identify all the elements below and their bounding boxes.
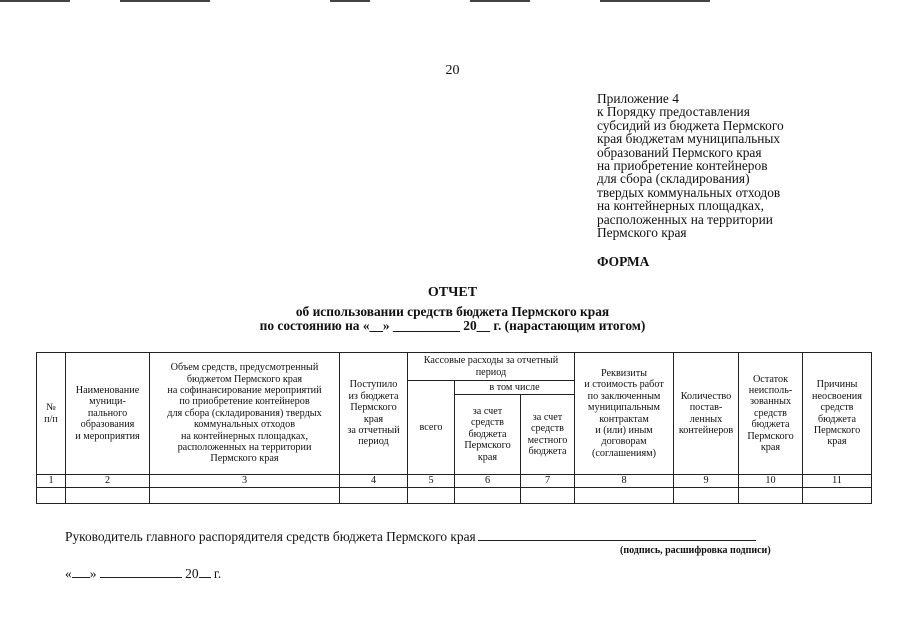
signature-line (65, 528, 756, 545)
signature-label: Руководитель главного распорядителя средств бюджета Пермского края (65, 529, 476, 544)
date-year-blank (199, 565, 211, 578)
date-day-blank (72, 565, 90, 578)
report-title: ОТЧЕТ (427, 285, 478, 300)
signature-hint: (подпись, расшифровка подписи) (620, 545, 771, 556)
column-number-cell: 11 (803, 475, 872, 488)
appendix-line: Приложение 4 (597, 91, 679, 106)
header-municipality: Наименование муници- пального образования и мероприятия (66, 353, 150, 475)
date-month-blank (100, 565, 182, 578)
column-number-cell: 7 (521, 475, 575, 488)
appendix-line: образований Пермского края (597, 144, 762, 160)
column-number-cell: 6 (455, 475, 521, 488)
table-row (37, 488, 872, 504)
column-number-cell: 8 (575, 475, 674, 488)
report-table (36, 352, 872, 504)
appendix-line: Пермского края (597, 225, 687, 241)
header-including: в том числе (455, 381, 575, 395)
table-cell (340, 488, 408, 504)
report-subtitle-line1: об использовании средств бюджета Пермского края (295, 304, 610, 319)
appendix-line: для сбора (складирования) (597, 171, 750, 187)
scan-top-edge (0, 0, 905, 3)
header-reasons: Причины неосвоения средств бюджета Пермского края (803, 353, 872, 475)
report-subtitle (0, 305, 905, 333)
date-year-suffix: г. (213, 566, 222, 581)
appendix-line: к Порядку предоставления (597, 104, 750, 120)
appendix-block (597, 92, 897, 239)
column-number-cell: 4 (340, 475, 408, 488)
signature-blank (478, 528, 756, 541)
appendix-line: на контейнерных площадках, (597, 198, 765, 214)
date-line (65, 565, 221, 582)
column-number-cell: 9 (674, 475, 739, 488)
header-total: всего (408, 381, 455, 475)
column-numbers-row (37, 475, 872, 488)
header-remaining-funds: Остаток неисполь- зованных средств бюджета Пермского края (739, 353, 803, 475)
header-cash-expenses: Кассовые расходы за отчетный период (408, 353, 575, 381)
date-year-prefix: 20 (185, 566, 199, 581)
date-open-quote: « (65, 566, 72, 581)
date-close-quote: » (89, 566, 97, 581)
appendix-line: твердых коммунальных отходов (597, 184, 781, 200)
appendix-line: на приобретение контейнеров (597, 158, 768, 174)
header-received: Поступило из бюджета Пермского края за отчетный период (340, 353, 408, 475)
header-contract-details: Реквизиты и стоимость работ по заключенным муниципальным контрактам и (или) иным договорам (соглашениям) (575, 353, 674, 475)
table-cell (408, 488, 455, 504)
table-cell (803, 488, 872, 504)
form-label: ФОРМА (597, 254, 650, 269)
header-number: № п/п (37, 353, 66, 475)
table-cell (521, 488, 575, 504)
appendix-line: расположенных на территории (597, 211, 773, 227)
table-cell (575, 488, 674, 504)
appendix-line: края бюджетам муниципальных (597, 131, 781, 147)
appendix-line: субсидий из бюджета Пермского (597, 117, 784, 133)
table-cell (150, 488, 340, 504)
header-local-budget: за счет средств местного бюджета (521, 395, 575, 475)
header-containers-count: Количество постав- ленных контейнеров (674, 353, 739, 475)
table-cell (739, 488, 803, 504)
header-budget-volume: Объем средств, предусмотренный бюджетом Пермского края на софинансирование мероприятий по приобретение контейнеров для сбора (складирования) твердых коммунальных отходов на контейнерных площадках, расположенных на территории Пермского края (150, 353, 340, 475)
table-cell (455, 488, 521, 504)
table-cell (66, 488, 150, 504)
column-number-cell: 10 (739, 475, 803, 488)
column-number-cell: 3 (150, 475, 340, 488)
column-number-cell: 1 (37, 475, 66, 488)
header-regional-budget: за счет средств бюджета Пермского края (455, 395, 521, 475)
table-cell (37, 488, 66, 504)
table-cell (674, 488, 739, 504)
report-subtitle-line2: по состоянию на «__» __________ 20__ г. (нарастающим итогом) (259, 318, 646, 333)
column-number-cell: 2 (66, 475, 150, 488)
page-number: 20 (445, 63, 460, 78)
column-number-cell: 5 (408, 475, 455, 488)
